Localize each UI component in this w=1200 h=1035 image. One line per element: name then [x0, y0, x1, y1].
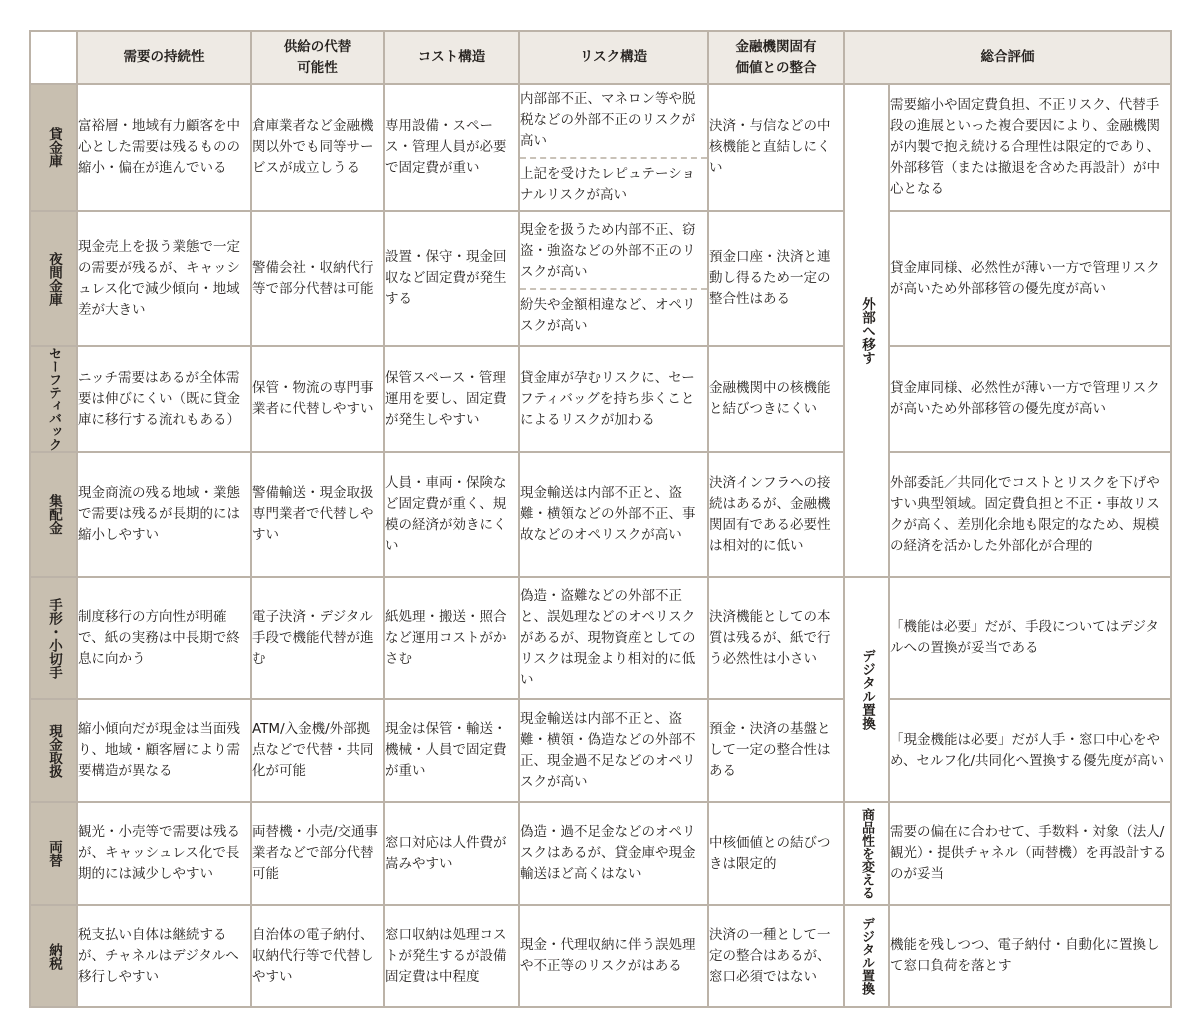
risk-cell: 偽造・盗難などの外部不正と、誤処理などのオペリスクがあるが、現物資産としてのリスクは現金より相対的に低い: [519, 577, 708, 699]
risk-cell: 貸金庫が孕むリスクに、セーフティバッグを持ち歩くことによるリスクが加わる: [519, 346, 708, 452]
service-evaluation-table: [29, 30, 1172, 1008]
table-row: [30, 905, 1171, 1007]
row-label: 両替: [30, 802, 77, 905]
cost-cell: 専用設備・スペース・管理人員が必要で固定費が重い: [384, 84, 519, 211]
demand-cell: 現金商流の残る地域・業態で需要は残るが長期的には縮小しやすい: [77, 452, 251, 577]
dashed-divider: [520, 157, 707, 159]
table-row: [30, 84, 1171, 211]
risk-primary: 現金を扱うため内部不正、窃盗・強盗などの外部不正のリスクが高い: [520, 222, 696, 280]
supply-cell: 警備会社・収納代行等で部分代替は可能: [251, 211, 384, 346]
risk-cell: 偽造・過不足金などのオペリスクはあるが、貸金庫や現金輸送ほど高くはない: [519, 802, 708, 905]
demand-cell: ニッチ需要はあるが全体需要は伸びにくい（既に貸金庫に移行する流れもある）: [77, 346, 251, 452]
risk-primary: 内部部不正、マネロン等や脱税などの外部不正のリスクが高い: [520, 91, 696, 149]
demand-cell: 税支払い自体は継続するが、チャネルはデジタルへ移行しやすい: [77, 905, 251, 1007]
header-value-line1: 金融機関固有: [735, 38, 817, 55]
risk-secondary: 上記を受けたレピュテーショナルリスクが高い: [520, 166, 695, 203]
table-row: [30, 699, 1171, 802]
dashed-divider: [520, 288, 707, 290]
table-row: [30, 802, 1171, 905]
value-cell: 金融機関中の核機能と結びつきにくい: [708, 346, 844, 452]
table-row: [30, 211, 1171, 346]
header-overall: 総合評価: [844, 31, 1171, 84]
summary-cell: 「機能は必要」だが、手段についてはデジタルへの置換が妥当である: [889, 577, 1171, 699]
summary-cell: 貸金庫同様、必然性が薄い一方で管理リスクが高いため外部移管の優先度が高い: [889, 346, 1171, 452]
cost-cell: 紙処理・搬送・照合など運用コストがかさむ: [384, 577, 519, 699]
verdict-external: 外部へ移す: [844, 84, 889, 577]
cost-cell: 保管スペース・管理運用を要し、固定費が発生しやすい: [384, 346, 519, 452]
demand-cell: 観光・小売等で需要は残るが、キャッシュレス化で長期的には減少しやすい: [77, 802, 251, 905]
risk-secondary: 紛失や金額相違など、オペリスクが高い: [520, 297, 696, 334]
value-cell: 決済・与信などの中核機能と直結しにくい: [708, 84, 844, 211]
row-label: 夜間金庫: [30, 211, 77, 346]
header-supply-line1: 供給の代替: [283, 38, 352, 55]
supply-cell: 警備輸送・現金取扱専門業者で代替しやすい: [251, 452, 384, 577]
verdict-product: 商品性を変える: [844, 802, 889, 905]
risk-cell: [519, 84, 708, 211]
demand-cell: 現金売上を扱う業態で一定の需要が残るが、キャッシュレス化で減少傾向・地域差が大きい: [77, 211, 251, 346]
header-row: [30, 31, 1171, 84]
value-cell: 決済機能としての本質は残るが、紙で行う必然性は小さい: [708, 577, 844, 699]
header-supply: [251, 31, 384, 84]
header-value: [708, 31, 844, 84]
supply-cell: 自治体の電子納付、収納代行等で代替しやすい: [251, 905, 384, 1007]
cost-cell: 設置・保守・現金回収など固定費が発生する: [384, 211, 519, 346]
header-value-line2: 価値との整合: [735, 59, 817, 76]
risk-cell: 現金・代理収納に伴う誤処理や不正等のリスクがはある: [519, 905, 708, 1007]
row-label: 納税: [30, 905, 77, 1007]
table-row: [30, 346, 1171, 452]
header-demand: 需要の持続性: [77, 31, 251, 84]
header-supply-line2: 可能性: [297, 59, 338, 76]
header-cost: コスト構造: [384, 31, 519, 84]
cost-cell: 窓口対応は人件費が嵩みやすい: [384, 802, 519, 905]
cost-cell: 現金は保管・輸送・機械・人員で固定費が重い: [384, 699, 519, 802]
value-cell: 決済インフラへの接続はあるが、金融機関固有である必要性は相対的に低い: [708, 452, 844, 577]
supply-cell: 保管・物流の専門事業者に代替しやすい: [251, 346, 384, 452]
summary-cell: 需要縮小や固定費負担、不正リスク、代替手段の進展といった複合要因により、金融機関が内製で抱え続ける合理性は限定的であり、外部移管（または撤退を含めた再設計）が中心となる: [889, 84, 1171, 211]
supply-cell: 電子決済・デジタル手段で機能代替が進む: [251, 577, 384, 699]
summary-cell: 「現金機能は必要」だが人手・窓口中心をやめ、セルフ化/共同化へ置換する優先度が高い: [889, 699, 1171, 802]
row-label: 現金取扱: [30, 699, 77, 802]
row-label: 手形・小切手: [30, 577, 77, 699]
value-cell: 預金・決済の基盤として一定の整合性はある: [708, 699, 844, 802]
supply-cell: 倉庫業者など金融機関以外でも同等サービスが成立しうる: [251, 84, 384, 211]
summary-cell: 外部委託／共同化でコストとリスクを下げやすい典型領域。固定費負担と不正・事故リスクが高く、差別化余地も限定的なため、規模の経済を活かした外部化が合理的: [889, 452, 1171, 577]
summary-cell: 機能を残しつつ、電子納付・自動化に置換して窓口負荷を落とす: [889, 905, 1171, 1007]
corner-cell: [30, 31, 77, 84]
value-cell: 中核価値との結びつきは限定的: [708, 802, 844, 905]
risk-cell: 現金輸送は内部不正と、盗難・横領などの外部不正、事故などのオペリスクが高い: [519, 452, 708, 577]
row-label: セーフティバック: [30, 346, 77, 452]
cost-cell: 窓口収納は処理コストが発生するが設備固定費は中程度: [384, 905, 519, 1007]
verdict-digital-short: デジタル置換: [844, 905, 889, 1007]
demand-cell: 富裕層・地域有力顧客を中心とした需要は残るものの縮小・偏在が進んでいる: [77, 84, 251, 211]
header-risk: リスク構造: [519, 31, 708, 84]
risk-cell: 現金輸送は内部不正と、盗難・横領・偽造などの外部不正、現金過不足などのオペリスクが高い: [519, 699, 708, 802]
supply-cell: ATM/入金機/外部拠点などで代替・共同化が可能: [251, 699, 384, 802]
verdict-digital: デジタル置換: [844, 577, 889, 802]
row-label: 集配金: [30, 452, 77, 577]
table-row: [30, 452, 1171, 577]
demand-cell: 制度移行の方向性が明確で、紙の実務は中長期で終息に向かう: [77, 577, 251, 699]
cost-cell: 人員・車両・保険など固定費が重く、規模の経済が効きにくい: [384, 452, 519, 577]
value-cell: 預金口座・決済と連動し得るため一定の整合性はある: [708, 211, 844, 346]
row-label: 貸金庫: [30, 84, 77, 211]
summary-cell: 需要の偏在に合わせて、手数料・対象（法人/観光）・提供チャネル（両替機）を再設計するのが妥当: [889, 802, 1171, 905]
summary-cell: 貸金庫同様、必然性が薄い一方で管理リスクが高いため外部移管の優先度が高い: [889, 211, 1171, 346]
value-cell: 決済の一種として一定の整合はあるが、窓口必須ではない: [708, 905, 844, 1007]
supply-cell: 両替機・小売/交通事業者などで部分代替可能: [251, 802, 384, 905]
table-row: [30, 577, 1171, 699]
risk-cell: [519, 211, 708, 346]
demand-cell: 縮小傾向だが現金は当面残り、地域・顧客層により需要構造が異なる: [77, 699, 251, 802]
